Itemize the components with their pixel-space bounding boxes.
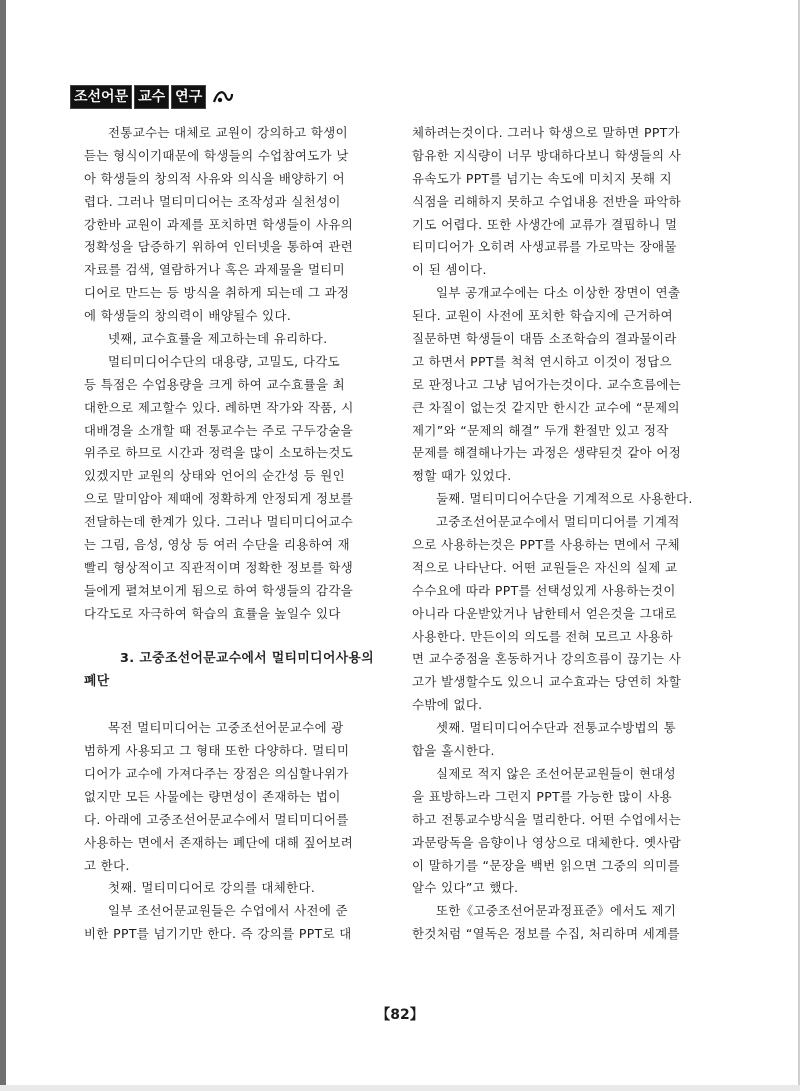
text-line: 대배경을 소개할 때 전통교수는 주로 구두강술을 [84,422,354,438]
text-line: 고 한다. [84,857,130,873]
text-line: 기도 어렵다. 또한 사생간에 교류가 결핍하니 멀 [412,216,678,232]
section-heading-line: 폐단 [84,674,110,690]
text-line: 첫째. 멀티미디어로 강의를 대체한다. [108,880,316,896]
text-column-left [84,122,410,946]
ornament-icon [212,88,234,106]
text-line: 합을 홀시한다. [412,743,495,759]
text-line: 넷째, 교수효률을 제고하는데 유리하다. [108,331,328,347]
text-line: 전통교수는 대체로 교원이 강의하고 학생이 [108,125,349,140]
text-line: 제기”와 “문제의 해결” 두개 환절만 있고 정작 [412,422,669,438]
text-line: 아니라 다운받았거나 남한테서 얻은것을 그대로 [412,605,677,621]
text-line: 을 표방하느라 그런지 PPT를 가능한 많이 사용 [412,788,673,804]
text-line: 이 된 셈이다. [412,262,487,278]
text-line: 문제를 해결해나가는 과정은 생략된것 같아 어정 [412,445,682,461]
text-line: 전달하는데 한계가 있다. 그러나 멀티미디어교수 [84,514,354,530]
section-heading-line: 3. 고중조선어문교수에서 멀티미디어사용의 [120,651,374,667]
text-line: 렵다. 그러나 멀티미디어는 조작성과 실천성이 [84,193,341,209]
text-line: 에 학생들의 창의력이 배양될수 있다. [84,308,292,324]
text-line: 으로 사용하는것은 PPT를 사용하는 면에서 구체 [412,537,681,553]
text-line: 는 그림, 음성, 영상 등 여러 수단을 리용하여 재 [84,537,351,553]
text-line: 디어가 교수에 가져다주는 장점은 의심할나위가 [84,765,349,781]
text-column-right [412,122,738,946]
text-line: 빨리 형상적이고 직관적이며 정확한 정보를 학생 [84,559,354,575]
text-line: 다각도로 자극하여 학습의 효률을 높일수 있다 [84,605,341,621]
running-header [70,84,234,110]
text-line: 없지만 모든 사물에는 량면성이 존재하는 법이 [84,788,341,804]
text-line: 된다. 교원이 사전에 포치한 학습지에 근거하여 [412,308,674,324]
text-line: 질문하면 학생들이 대뜸 소조학습의 결과물이라 [412,331,677,347]
text-line: 대한으로 제고할수 있다. 례하면 작가와 작품, 시 [84,399,354,415]
text-line: 으로 말미암아 제때에 정확하게 안정되게 정보를 [84,491,354,507]
text-line: 함유한 지식량이 너무 방대하다보니 학생들의 사 [412,147,682,163]
text-line: 또한《고중조선어문과정표준》에서도 제기 [436,903,677,919]
text-line: 식점을 리해하지 못하고 수업내용 전반을 파악하 [412,193,682,209]
text-line: 정확성을 담증하기 위하여 인터넷을 통하여 관련 [84,239,354,255]
text-line: 있겠지만 교원의 상태와 언어의 순간성 등 원인 [84,468,346,484]
text-line: 티미디어가 오히려 사생교류를 가로막는 장애물 [412,239,677,255]
text-line: 둘째. 멀티미디어수단을 기계적으로 사용한다. [436,491,693,507]
text-line: 사용한다. 만든이의 의도를 전혀 모르고 사용하 [412,628,674,644]
text-line: 아 학생들의 창의적 사유와 의식을 배양하기 어 [84,170,346,186]
text-line: 하고 전통교수방식을 멀리한다. 어떤 수업에서는 [412,811,682,827]
text-line: 듣는 형식이기때문에 학생들의 수업참여도가 낮 [84,147,349,163]
text-line: 쩡할 때가 있었다. [412,468,512,484]
text-line: 고 하면서 PPT를 척척 연시하고 이것이 정답으 [412,353,673,369]
text-line: 디어로 만드는 등 방식을 취하게 되는데 그 과정 [84,285,350,301]
text-line: 면 교수중점을 혼동하거나 강의흐름이 끊기는 사 [412,651,682,667]
text-line: 고가 발생할수도 있으니 교수효과는 당연히 차할 [412,674,682,690]
text-line: 일부 조선어문교원들은 수업에서 사전에 준 [108,903,349,919]
text-line: 수수요에 따라 PPT를 선택성있게 사용하는것이 [412,582,676,598]
text-line: 적으로 나타난다. 어떤 교원들은 자신의 실제 교 [412,559,678,575]
blank-line [84,694,410,717]
text-line: 멀티미디어수단의 대용량, 고밀도, 다각도 [108,353,340,369]
text-line: 셋째. 멀티미디어수단과 전통교수방법의 통 [436,720,677,736]
header-tile-1: 조선어문 [70,85,132,109]
text-line: 한것처럼 “열독은 정보를 수집, 처리하며 세계를 [412,926,680,942]
text-line: 사용하는 면에서 존재하는 폐단에 대해 짚어보려 [84,834,354,850]
text-line: 비한 PPT를 넘기기만 한다. 즉 강의를 PPT로 대 [84,926,352,942]
text-line: 강한바 교원이 과제를 포치하면 학생들이 사유의 [84,216,354,232]
text-line: 다. 아래에 고중조선어문교수에서 멀티미디어를 [84,811,349,827]
text-line: 실제로 적지 않은 조선어문교원들이 현대성 [436,765,677,781]
text-line: 일부 공개교수에는 다소 이상한 장면이 연출 [436,285,681,301]
text-line: 들에게 펼쳐보이게 됨으로 하여 학생들의 감각을 [84,582,354,598]
text-line: 고중조선어문교수에서 멀티미디어를 기계적 [436,514,680,530]
page-edge-bottom [0,1085,800,1091]
text-line: 로 판정나고 그냥 넘어가는것이다. 교수흐름에는 [412,376,682,392]
text-line: 수밖에 없다. [412,697,483,713]
blank-line [84,626,410,649]
text-line: 목전 멀티미디어는 고중조선어문교수에 광 [108,720,344,736]
header-tile-2: 교수 [134,85,169,109]
text-line: 유속도가 PPT를 넘기는 속도에 미치지 못해 지 [412,170,673,186]
text-line: 이 말하기를 “문장을 백번 읽으면 그중의 의미를 [412,857,680,873]
header-tile-3: 연구 [171,85,206,109]
text-line: 체하려는것이다. 그러나 학생으로 말하면 PPT가 [412,125,681,140]
text-line: 자료를 검색, 열람하거나 혹은 과제물을 멀티미 [84,262,346,278]
page-edge-left [0,0,6,1091]
text-line: 알수 있다”고 했다. [412,880,519,896]
text-line: 큰 차질이 없는것 같지만 한시간 교수에 “문제의 [412,399,680,415]
text-line: 범하게 사용되고 그 형태 또한 다양하다. 멀티미 [84,743,350,759]
text-line: 위주로 하므로 시간과 정력을 많이 소모하는것도 [84,445,354,461]
page-number: 【82】 [376,1007,424,1023]
text-line: 등 특점은 수업용량을 크게 하여 교수효률을 최 [84,376,346,392]
text-line: 과문랑독을 음향이나 영상으로 대체한다. 옛사람 [412,834,682,850]
